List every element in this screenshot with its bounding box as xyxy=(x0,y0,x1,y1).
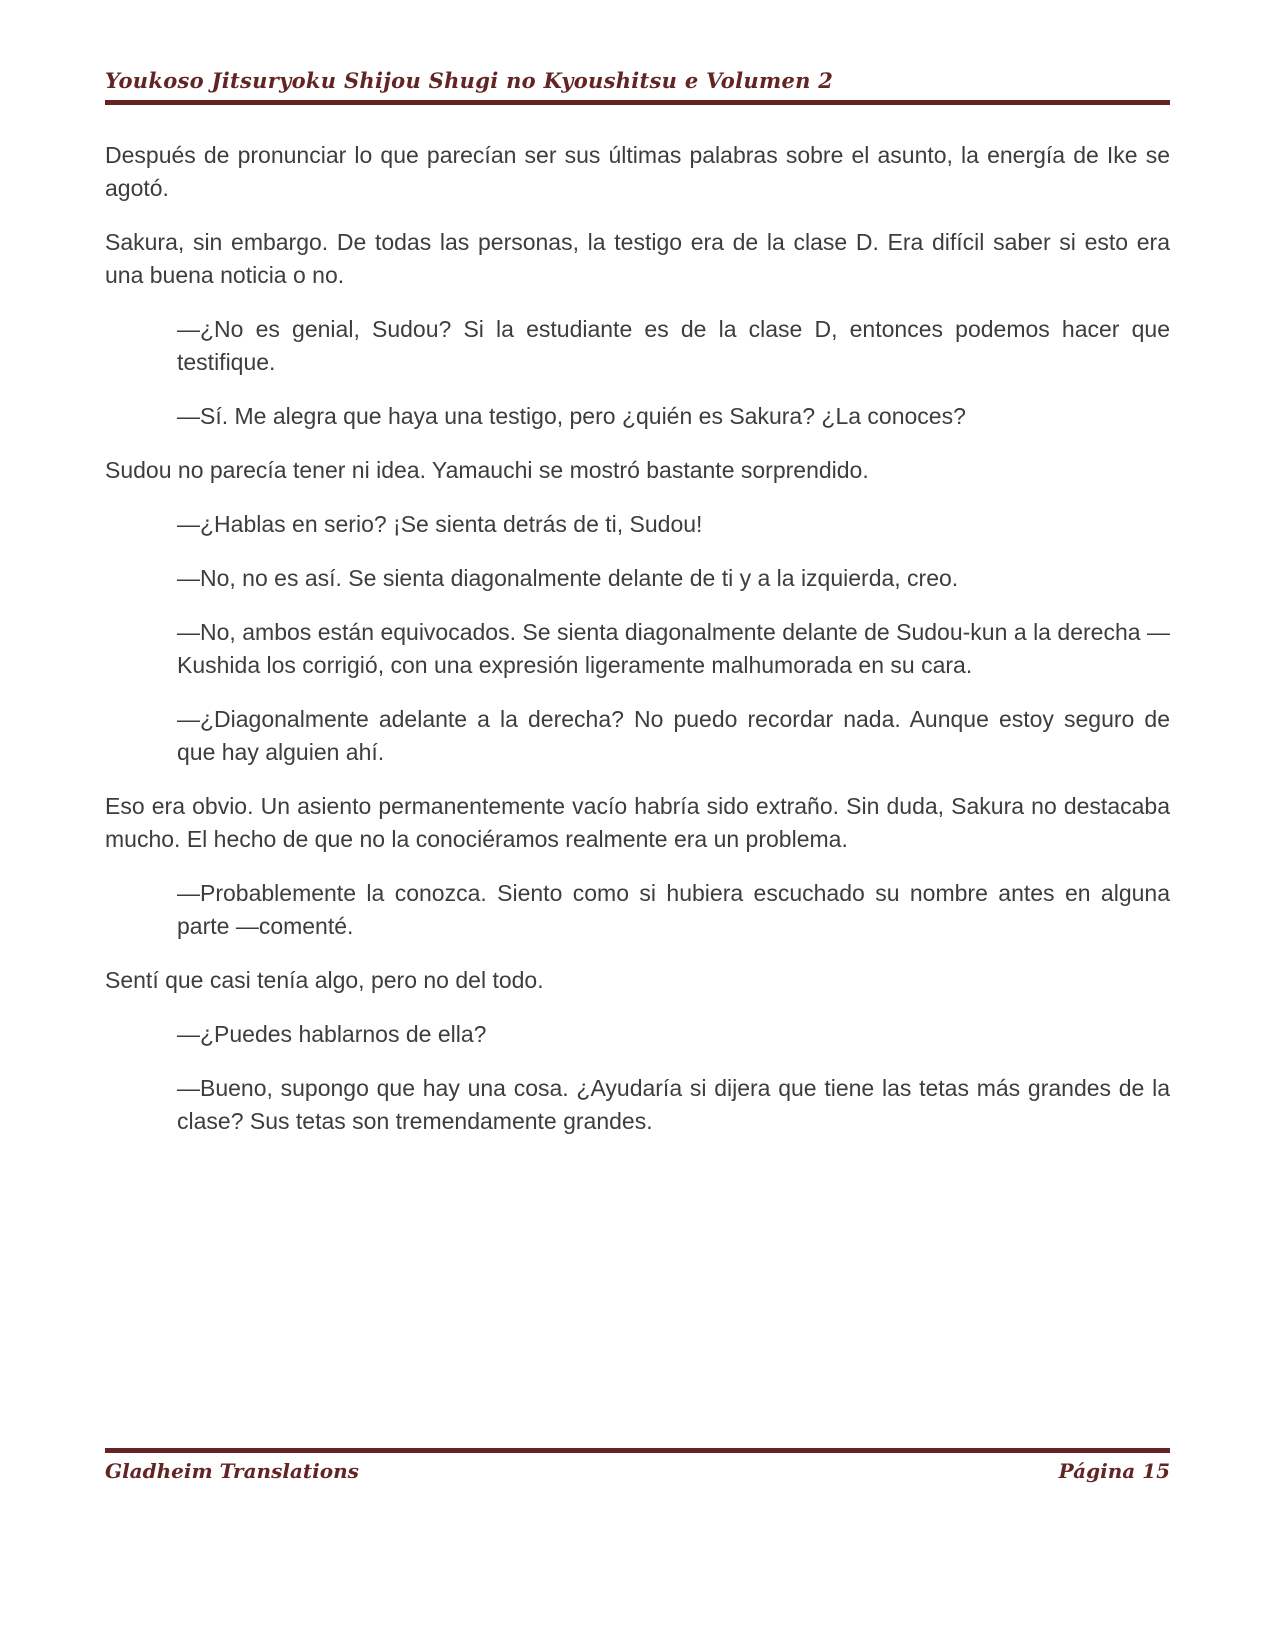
paragraph: Sudou no parecía tener ni idea. Yamauchi se mostró bastante sorprendido. xyxy=(105,457,869,483)
document-body xyxy=(105,139,1170,1138)
dialog-paragraph: —¿Hablas en serio? ¡Se sienta detrás de ti, Sudou! xyxy=(177,511,703,537)
dialog-paragraph: —Probablemente la conozca. Siento como si hubiera escuchado su nombre antes en alguna parte —comenté. xyxy=(177,880,1170,939)
dialog-paragraph: —Bueno, supongo que hay una cosa. ¿Ayudaría si dijera que tiene las tetas más grandes de la clase? Sus tetas son tremendamente grandes. xyxy=(177,1075,1170,1134)
footer-translator-credit: Gladheim Translations xyxy=(105,1459,359,1483)
footer-row xyxy=(105,1459,1170,1483)
header-rule xyxy=(105,100,1170,105)
dialog-paragraph: —No, no es así. Se sienta diagonalmente delante de ti y a la izquierda, creo. xyxy=(177,565,959,591)
paragraph: Eso era obvio. Un asiento permanentemente vacío habría sido extraño. Sin duda, Sakura no destacaba mucho. El hecho de que no la conociéramos realmente era un problema. xyxy=(105,793,1170,852)
page-header xyxy=(105,0,1170,105)
header-title: Youkoso Jitsuryoku Shijou Shugi no Kyoushitsu e Volumen 2 xyxy=(105,68,834,93)
paragraph: Después de pronunciar lo que parecían ser sus últimas palabras sobre el asunto, la energía de Ike se agotó. xyxy=(105,142,1170,201)
dialog-paragraph: —No, ambos están equivocados. Se sienta diagonalmente delante de Sudou-kun a la derecha —Kushida los corrigió, con una expresión ligeramente malhumorada en su cara. xyxy=(177,619,1170,678)
dialog-paragraph: —Sí. Me alegra que haya una testigo, pero ¿quién es Sakura? ¿La conoces? xyxy=(177,403,966,429)
footer-page-number: Página 15 xyxy=(1058,1459,1170,1483)
dialog-paragraph: —¿Puedes hablarnos de ella? xyxy=(177,1021,487,1047)
footer-rule xyxy=(105,1448,1170,1453)
dialog-paragraph: —¿Diagonalmente adelante a la derecha? No puedo recordar nada. Aunque estoy seguro de que hay alguien ahí. xyxy=(177,706,1170,765)
page-footer xyxy=(105,1448,1170,1483)
dialog-paragraph: —¿No es genial, Sudou? Si la estudiante es de la clase D, entonces podemos hacer que testifique. xyxy=(177,316,1170,375)
paragraph: Sentí que casi tenía algo, pero no del todo. xyxy=(105,967,544,993)
paragraph: Sakura, sin embargo. De todas las personas, la testigo era de la clase D. Era difícil saber si esto era una buena noticia o no. xyxy=(105,229,1170,288)
